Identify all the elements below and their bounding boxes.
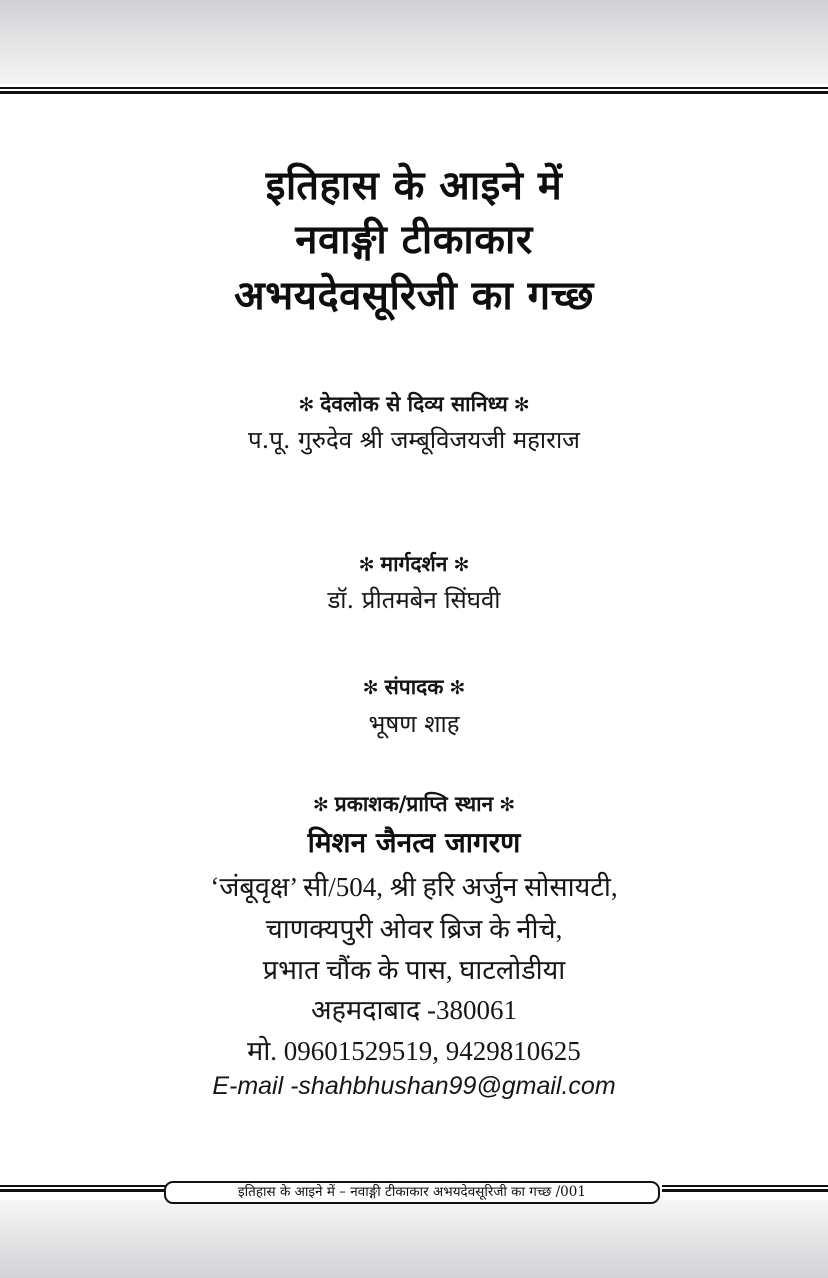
email-address: E-mail -shahbhushan99@gmail.com <box>212 1072 616 1100</box>
address-line-2: चाणक्यपुरी ओवर ब्रिज के नीचे, <box>265 914 563 944</box>
asterisk-ornament-icon: ✻ <box>358 554 375 576</box>
book-title-line-1: इतिहास के आइने में <box>265 163 563 209</box>
book-title-line-3: अभयदेवसूरिजी का गच्छ <box>234 273 594 319</box>
running-footer-text: इतिहास के आइने में – नवाङ्गी टीकाकार अभयदेवसूरिजी का गच्छ /001 <box>238 1184 586 1200</box>
asterisk-ornament-icon: ✻ <box>513 394 530 416</box>
address-line-4: अहमदाबाद -380061 <box>311 995 517 1025</box>
section-heading-divine-presence <box>0 390 828 419</box>
top-margin-band <box>0 0 828 84</box>
section-heading-text: प्रकाशक/प्राप्ति स्थान <box>334 792 494 816</box>
header-rule-thick <box>0 91 828 94</box>
section-heading-editor <box>0 673 828 702</box>
asterisk-ornament-icon: ✻ <box>499 794 516 816</box>
asterisk-ornament-icon: ✻ <box>298 394 315 416</box>
address-line-1: ‘जंबूवृक्ष’ सी/504, श्री हरि अर्जुन सोसायटी, <box>210 872 618 902</box>
section-heading-publisher <box>0 790 828 819</box>
book-title-line-2: नवाङ्गी टीकाकार <box>295 217 533 263</box>
footer-rule-right <box>662 1185 828 1192</box>
guru-name: प.पू. गुरुदेव श्री जम्बूविजयजी महाराज <box>248 426 580 454</box>
asterisk-ornament-icon: ✻ <box>453 554 470 576</box>
asterisk-ornament-icon: ✻ <box>312 794 329 816</box>
section-heading-text: संपादक <box>384 675 444 699</box>
section-heading-text: मार्गदर्शन <box>380 552 448 576</box>
footer-rule-left <box>0 1185 166 1192</box>
editor-name: भूषण शाह <box>368 710 460 738</box>
running-footer <box>164 1181 660 1204</box>
address-line-3: प्रभात चौंक के पास, घाटलोडीया <box>262 955 566 985</box>
asterisk-ornament-icon: ✻ <box>449 677 466 699</box>
section-heading-text: देवलोक से दिव्य सानिध्य <box>320 392 508 416</box>
bottom-margin-band <box>0 1200 828 1278</box>
asterisk-ornament-icon: ✻ <box>362 677 379 699</box>
guide-name: डॉ. प्रीतमबेन सिंघवी <box>327 586 501 614</box>
publisher-name: मिशन जैनत्व जागरण <box>307 826 521 859</box>
header-rule-thin <box>0 87 828 89</box>
phone-numbers: मो. 09601529519, 9429810625 <box>247 1036 581 1066</box>
section-heading-guidance <box>0 550 828 579</box>
